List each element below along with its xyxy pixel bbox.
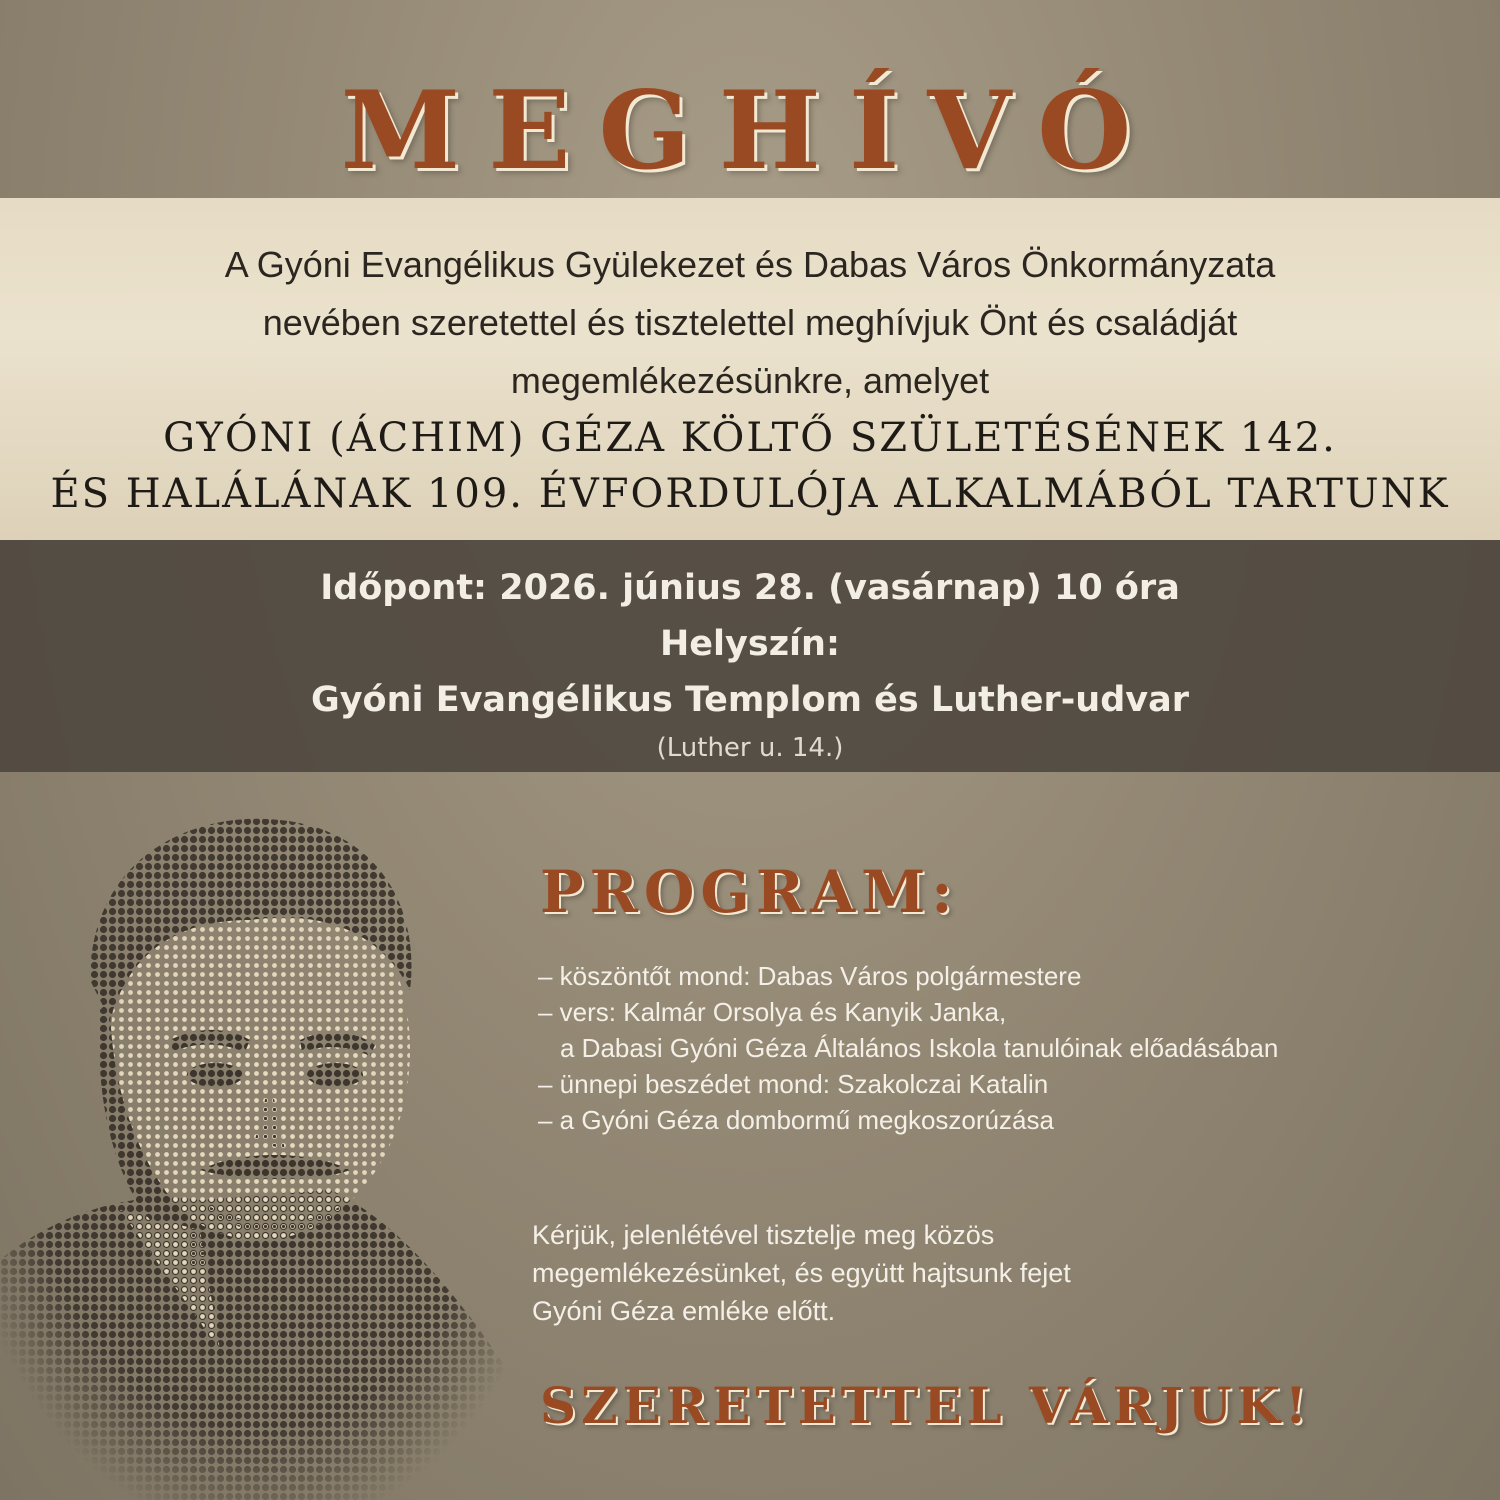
closing-text: [532, 1216, 1071, 1330]
event-info: [0, 560, 1500, 768]
event-place: Gyóni Evangélikus Templom és Luther-udvar: [311, 680, 1189, 720]
closing-line: Gyóni Géza emléke előtt.: [532, 1296, 836, 1326]
program-item: a Dabasi Gyóni Géza Általános Iskola tanulóinak előadásában: [560, 1033, 1279, 1063]
program-item: – vers: Kalmár Orsolya és Kanyik Janka,: [538, 997, 1007, 1027]
eye-right: [307, 1063, 363, 1087]
halftone-portrait: [0, 790, 520, 1500]
intro-line: megemlékezésünkre, amelyet: [510, 360, 990, 401]
program-item: – köszöntőt mond: Dabas Város polgármestere: [538, 961, 1082, 991]
occasion-line: GYÓNI (ÁCHIM) GÉZA KÖLTŐ SZÜLETÉSÉNEK 142.: [163, 415, 1337, 461]
intro-line: A Gyóni Evangélikus Gyülekezet és Dabas Város Önkormányzata: [224, 244, 1276, 285]
intro-line: nevében szeretettel és tisztelettel meghívjuk Önt és családját: [262, 302, 1238, 343]
program-item: – ünnepi beszédet mond: Szakolczai Katalin: [538, 1069, 1049, 1099]
intro-text: [0, 236, 1500, 410]
event-place-label: Helyszín:: [660, 624, 840, 664]
event-time: Időpont: 2026. június 28. (vasárnap) 10 óra: [320, 568, 1180, 608]
program-list: [538, 958, 1278, 1138]
closing-line: megemlékezésünket, és együtt hajtsunk fejet: [532, 1258, 1071, 1288]
program-title: PROGRAM:: [540, 858, 959, 926]
eye-left: [187, 1063, 243, 1087]
occasion-line: ÉS HALÁLÁNAK 109. ÉVFORDULÓJA ALKALMÁBÓL TARTUNK: [50, 471, 1450, 517]
program-item: – a Gyóni Géza dombormű megkoszorúzása: [538, 1105, 1054, 1135]
page-title: MEGHÍVÓ: [340, 68, 1160, 194]
welcome-heading: SZERETETTEL VÁRJUK!: [540, 1376, 1312, 1435]
occasion-heading: [0, 410, 1500, 522]
closing-line: Kérjük, jelenlétével tisztelje meg közös: [532, 1220, 995, 1250]
event-address: (Luther u. 14.): [656, 733, 844, 763]
